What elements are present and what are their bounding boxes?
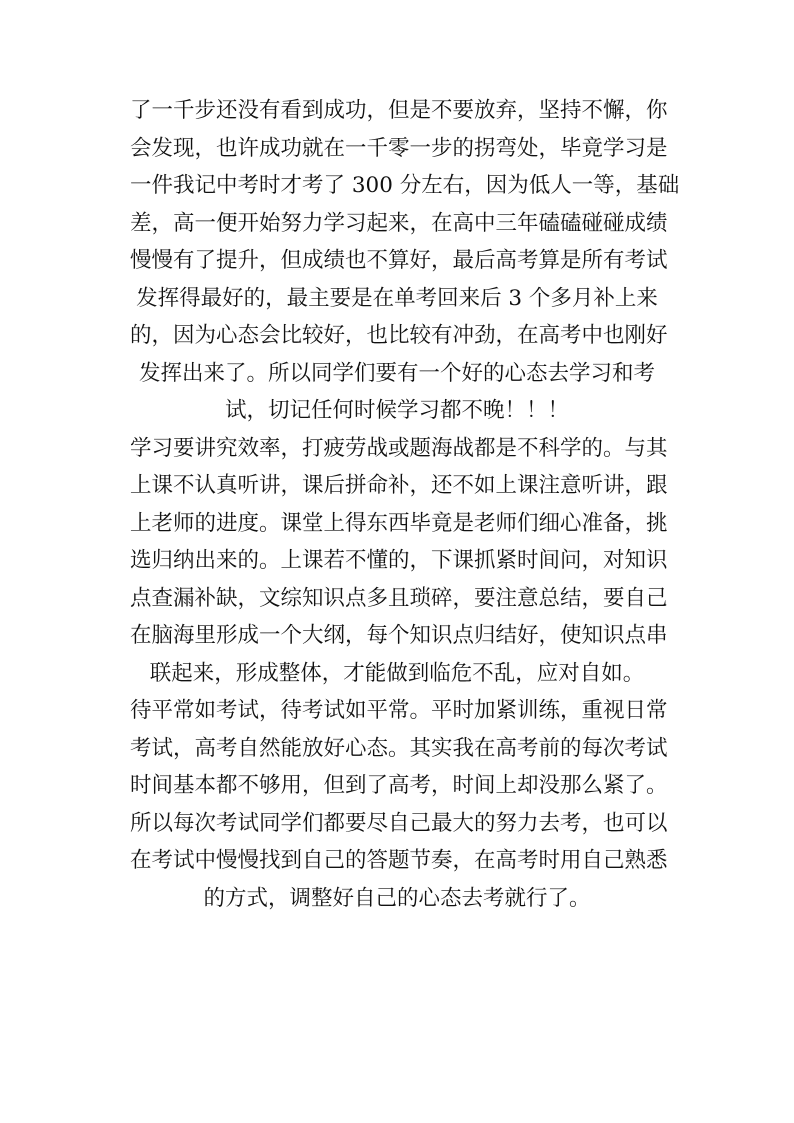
text-line: 发挥得最好的，最主要是在单考回来后 3 个多月补上来 xyxy=(136,286,658,311)
text-line: 时间基本都不够用，但到了高考，时间上却没那么紧了。 xyxy=(130,773,668,798)
text-line: 了一千步还没有看到成功，但是不要放弃，坚持不懈，你 xyxy=(130,98,668,123)
text-line: 一件我记中考时才考了 300 分左右，因为低人一等，基础 xyxy=(130,173,680,198)
text-line: 考试，高考自然能放好心态。其实我在高考前的每次考试 xyxy=(130,736,668,761)
text-line: 待平常如考试，待考试如平常。平时加紧训练，重视日常 xyxy=(130,698,668,723)
text-line: 在脑海里形成一个大纲，每个知识点归结好，使知识点串 xyxy=(130,623,668,648)
text-line: 选归纳出来的。上课若不懂的，下课抓紧时间问，对知识 xyxy=(130,548,668,573)
text-line: 发挥出来了。所以同学们要有一个好的心态去学习和考 xyxy=(138,361,655,386)
text-line: 的方式，调整好自己的心态去考就行了。 xyxy=(203,886,591,911)
text-line: 所以每次考试同学们都要尽自己最大的努力去考，也可以 xyxy=(130,811,668,836)
text-line: 会发现，也许成功就在一千零一步的拐弯处，毕竟学习是 xyxy=(130,136,668,161)
text-line: 上老师的进度。课堂上得东西毕竟是老师们细心准备，挑 xyxy=(130,511,668,536)
text-line: 慢慢有了提升，但成绩也不算好，最后高考算是所有考试 xyxy=(130,248,668,273)
text-line: 联起来，形成整体，才能做到临危不乱，应对自如。 xyxy=(149,661,645,686)
text-line: 在考试中慢慢找到自己的答题节奏，在高考时用自己熟悉 xyxy=(130,848,668,873)
text-line: 试，切记任何时候学习都不晚！！！ xyxy=(224,398,569,423)
text-line: 上课不认真听讲，课后拼命补，还不如上课注意听讲，跟 xyxy=(130,473,668,498)
text-line: 点查漏补缺，文综知识点多且琐碎，要注意总结，要自己 xyxy=(130,586,668,611)
text-line: 的，因为心态会比较好，也比较有冲劲，在高考中也刚好 xyxy=(130,323,668,348)
text-line: 差，高一便开始努力学习起来，在高中三年磕磕碰碰成绩 xyxy=(130,211,668,236)
text-line: 学习要讲究效率，打疲劳战或题海战都是不科学的。与其 xyxy=(130,436,668,461)
